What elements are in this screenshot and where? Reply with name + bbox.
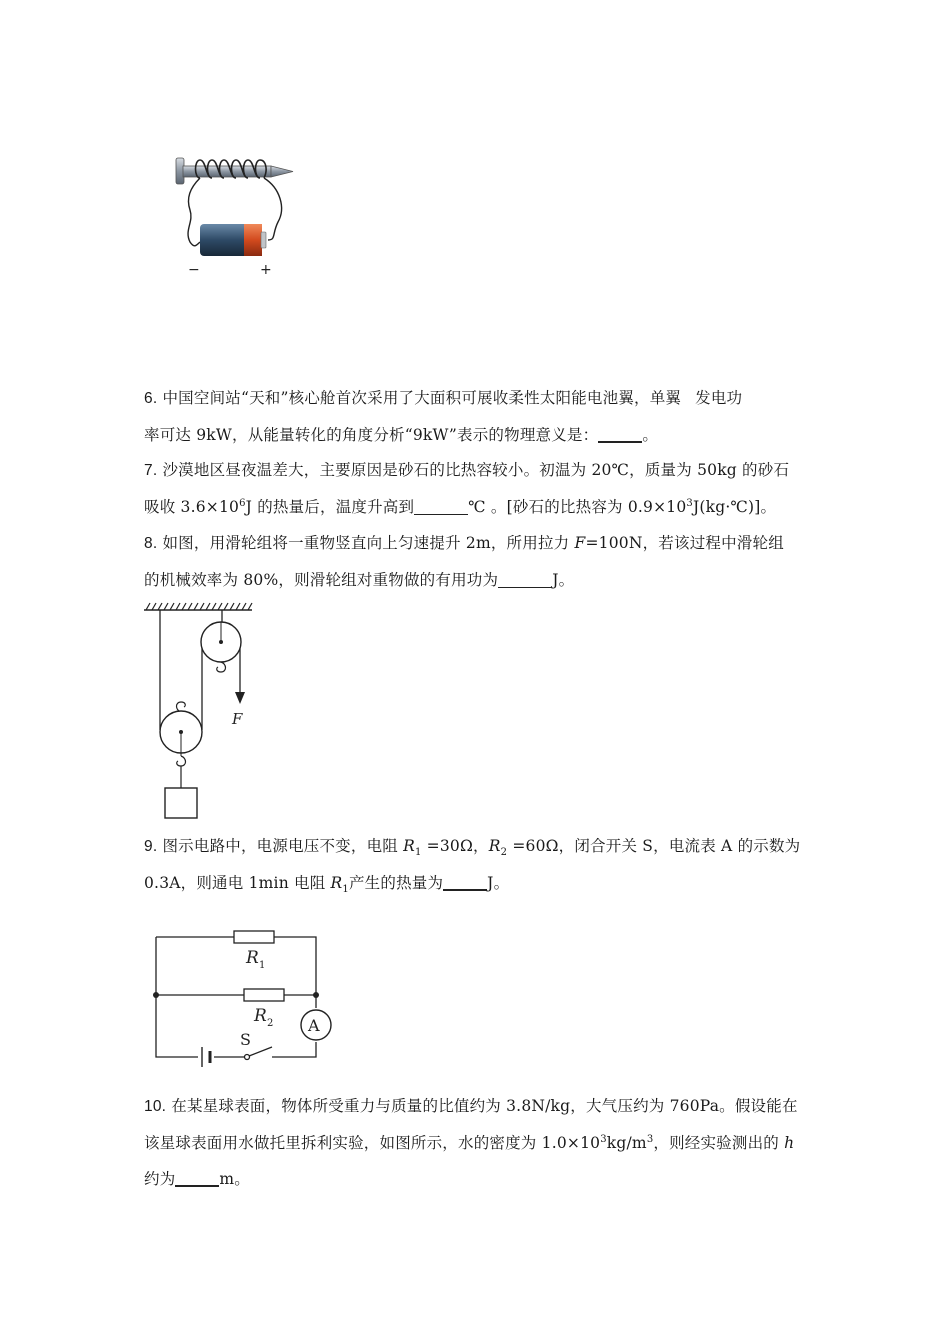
r1-label: R bbox=[246, 948, 259, 968]
answer-blank[interactable] bbox=[175, 1167, 219, 1187]
answer-blank[interactable] bbox=[598, 423, 642, 443]
question-6 bbox=[144, 380, 814, 453]
exponent: 3 bbox=[686, 497, 693, 509]
height-symbol: h bbox=[784, 1134, 795, 1152]
pulley-figure bbox=[140, 600, 270, 822]
junction-dot bbox=[153, 992, 159, 998]
question-text: J 的热量后，温度升高到 bbox=[245, 498, 415, 516]
question-number: 7. bbox=[144, 462, 158, 479]
question-text: 率可达 9kW，从能量转化的角度分析“9kW”表示的物理意义是： bbox=[144, 426, 599, 444]
r1-subscript: 1 bbox=[259, 960, 266, 971]
answer-blank[interactable] bbox=[443, 871, 487, 891]
question-number: 8. bbox=[144, 535, 158, 552]
question-8 bbox=[144, 525, 814, 598]
question-number: 9. bbox=[144, 838, 158, 855]
exponent: 3 bbox=[646, 1133, 654, 1145]
resistor-r2-shape bbox=[244, 989, 284, 1001]
subscript: 2 bbox=[500, 847, 508, 859]
question-text: 图示电路中，电源电压不变，电阻 bbox=[162, 837, 404, 855]
electromagnet-figure bbox=[160, 148, 310, 288]
battery-minus-label: − bbox=[188, 262, 200, 278]
question-text: 的机械效率为 80%，则滑轮组对重物做的有用功为 bbox=[144, 571, 499, 589]
resistor-symbol: R bbox=[330, 874, 343, 892]
question-10 bbox=[144, 1088, 814, 1197]
weight-block bbox=[165, 788, 197, 818]
question-text: =30Ω， bbox=[421, 837, 489, 855]
question-text: 沙漠地区昼夜温差大，主要原因是砂石的比热容较小。初温为 20℃，质量为 50kg 的砂石 bbox=[162, 461, 790, 479]
question-text: =60Ω，闭合开关 S，电流表 A 的示数为 bbox=[507, 837, 801, 855]
question-text: kg/m bbox=[606, 1134, 647, 1152]
question-number: 6. bbox=[144, 390, 158, 407]
resistor-symbol: R bbox=[488, 837, 501, 855]
fixed-pulley-shape bbox=[201, 622, 241, 672]
question-7 bbox=[144, 452, 814, 525]
r2-subscript: 2 bbox=[267, 1018, 274, 1029]
question-text: 发电功 bbox=[695, 389, 743, 407]
battery-shape bbox=[200, 224, 266, 256]
resistor-symbol: R bbox=[403, 837, 415, 855]
force-symbol: F bbox=[574, 534, 586, 552]
question-text: ，则经实验测出的 bbox=[653, 1134, 785, 1152]
question-text: J(kg·℃)]。 bbox=[692, 498, 777, 516]
question-text: 如图，用滑轮组将一重物竖直向上匀速提升 2m，所用拉力 bbox=[162, 534, 575, 552]
question-number: 10. bbox=[144, 1098, 167, 1115]
subscript: 1 bbox=[414, 847, 422, 859]
question-text: 该星球表面用水做托里拆利实验，如图所示，水的密度为 1.0×10 bbox=[144, 1134, 601, 1152]
question-text: 产生的热量为 bbox=[348, 874, 444, 892]
force-label: F bbox=[232, 710, 243, 728]
r2-label: R bbox=[254, 1006, 267, 1026]
ammeter-label: A bbox=[308, 1016, 320, 1035]
battery-symbol bbox=[202, 1047, 210, 1067]
switch-label: S bbox=[240, 1030, 251, 1049]
force-arrow-shape bbox=[235, 692, 245, 704]
question-text: 。 bbox=[642, 426, 659, 444]
wires-shape bbox=[156, 937, 316, 1057]
question-text: 吸收 3.6×10 bbox=[144, 498, 240, 516]
question-text: 中国空间站“天和”核心舱首次采用了大面积可展收柔性太阳能电池翼，单翼 bbox=[162, 389, 682, 407]
question-text: J。 bbox=[487, 874, 510, 892]
question-text: 在某星球表面，物体所受重力与质量的比值约为 3.8N/kg，大气压约为 760Pa。假设能在 bbox=[171, 1097, 798, 1115]
junction-dot bbox=[313, 992, 319, 998]
exponent: 6 bbox=[239, 497, 246, 509]
screw-shape bbox=[176, 158, 293, 184]
exponent: 3 bbox=[600, 1133, 607, 1145]
question-text: ℃ 。[砂石的比热容为 0.9×10 bbox=[468, 498, 687, 516]
answer-blank[interactable] bbox=[498, 569, 552, 588]
question-text: =100N，若该过程中滑轮组 bbox=[585, 534, 784, 552]
question-text: J。 bbox=[552, 571, 575, 589]
circuit-figure bbox=[148, 925, 338, 1065]
resistor-r1-shape bbox=[234, 931, 274, 943]
question-text: m。 bbox=[219, 1170, 251, 1188]
answer-blank[interactable] bbox=[414, 496, 468, 515]
battery-plus-label: + bbox=[260, 262, 272, 278]
question-text: 0.3A，则通电 1min 电阻 bbox=[144, 874, 331, 892]
question-text: 约为 bbox=[144, 1170, 176, 1188]
movable-pulley-shape bbox=[160, 702, 202, 788]
ceiling-shape bbox=[144, 603, 252, 610]
question-9 bbox=[144, 828, 814, 901]
subscript: 1 bbox=[342, 884, 349, 896]
